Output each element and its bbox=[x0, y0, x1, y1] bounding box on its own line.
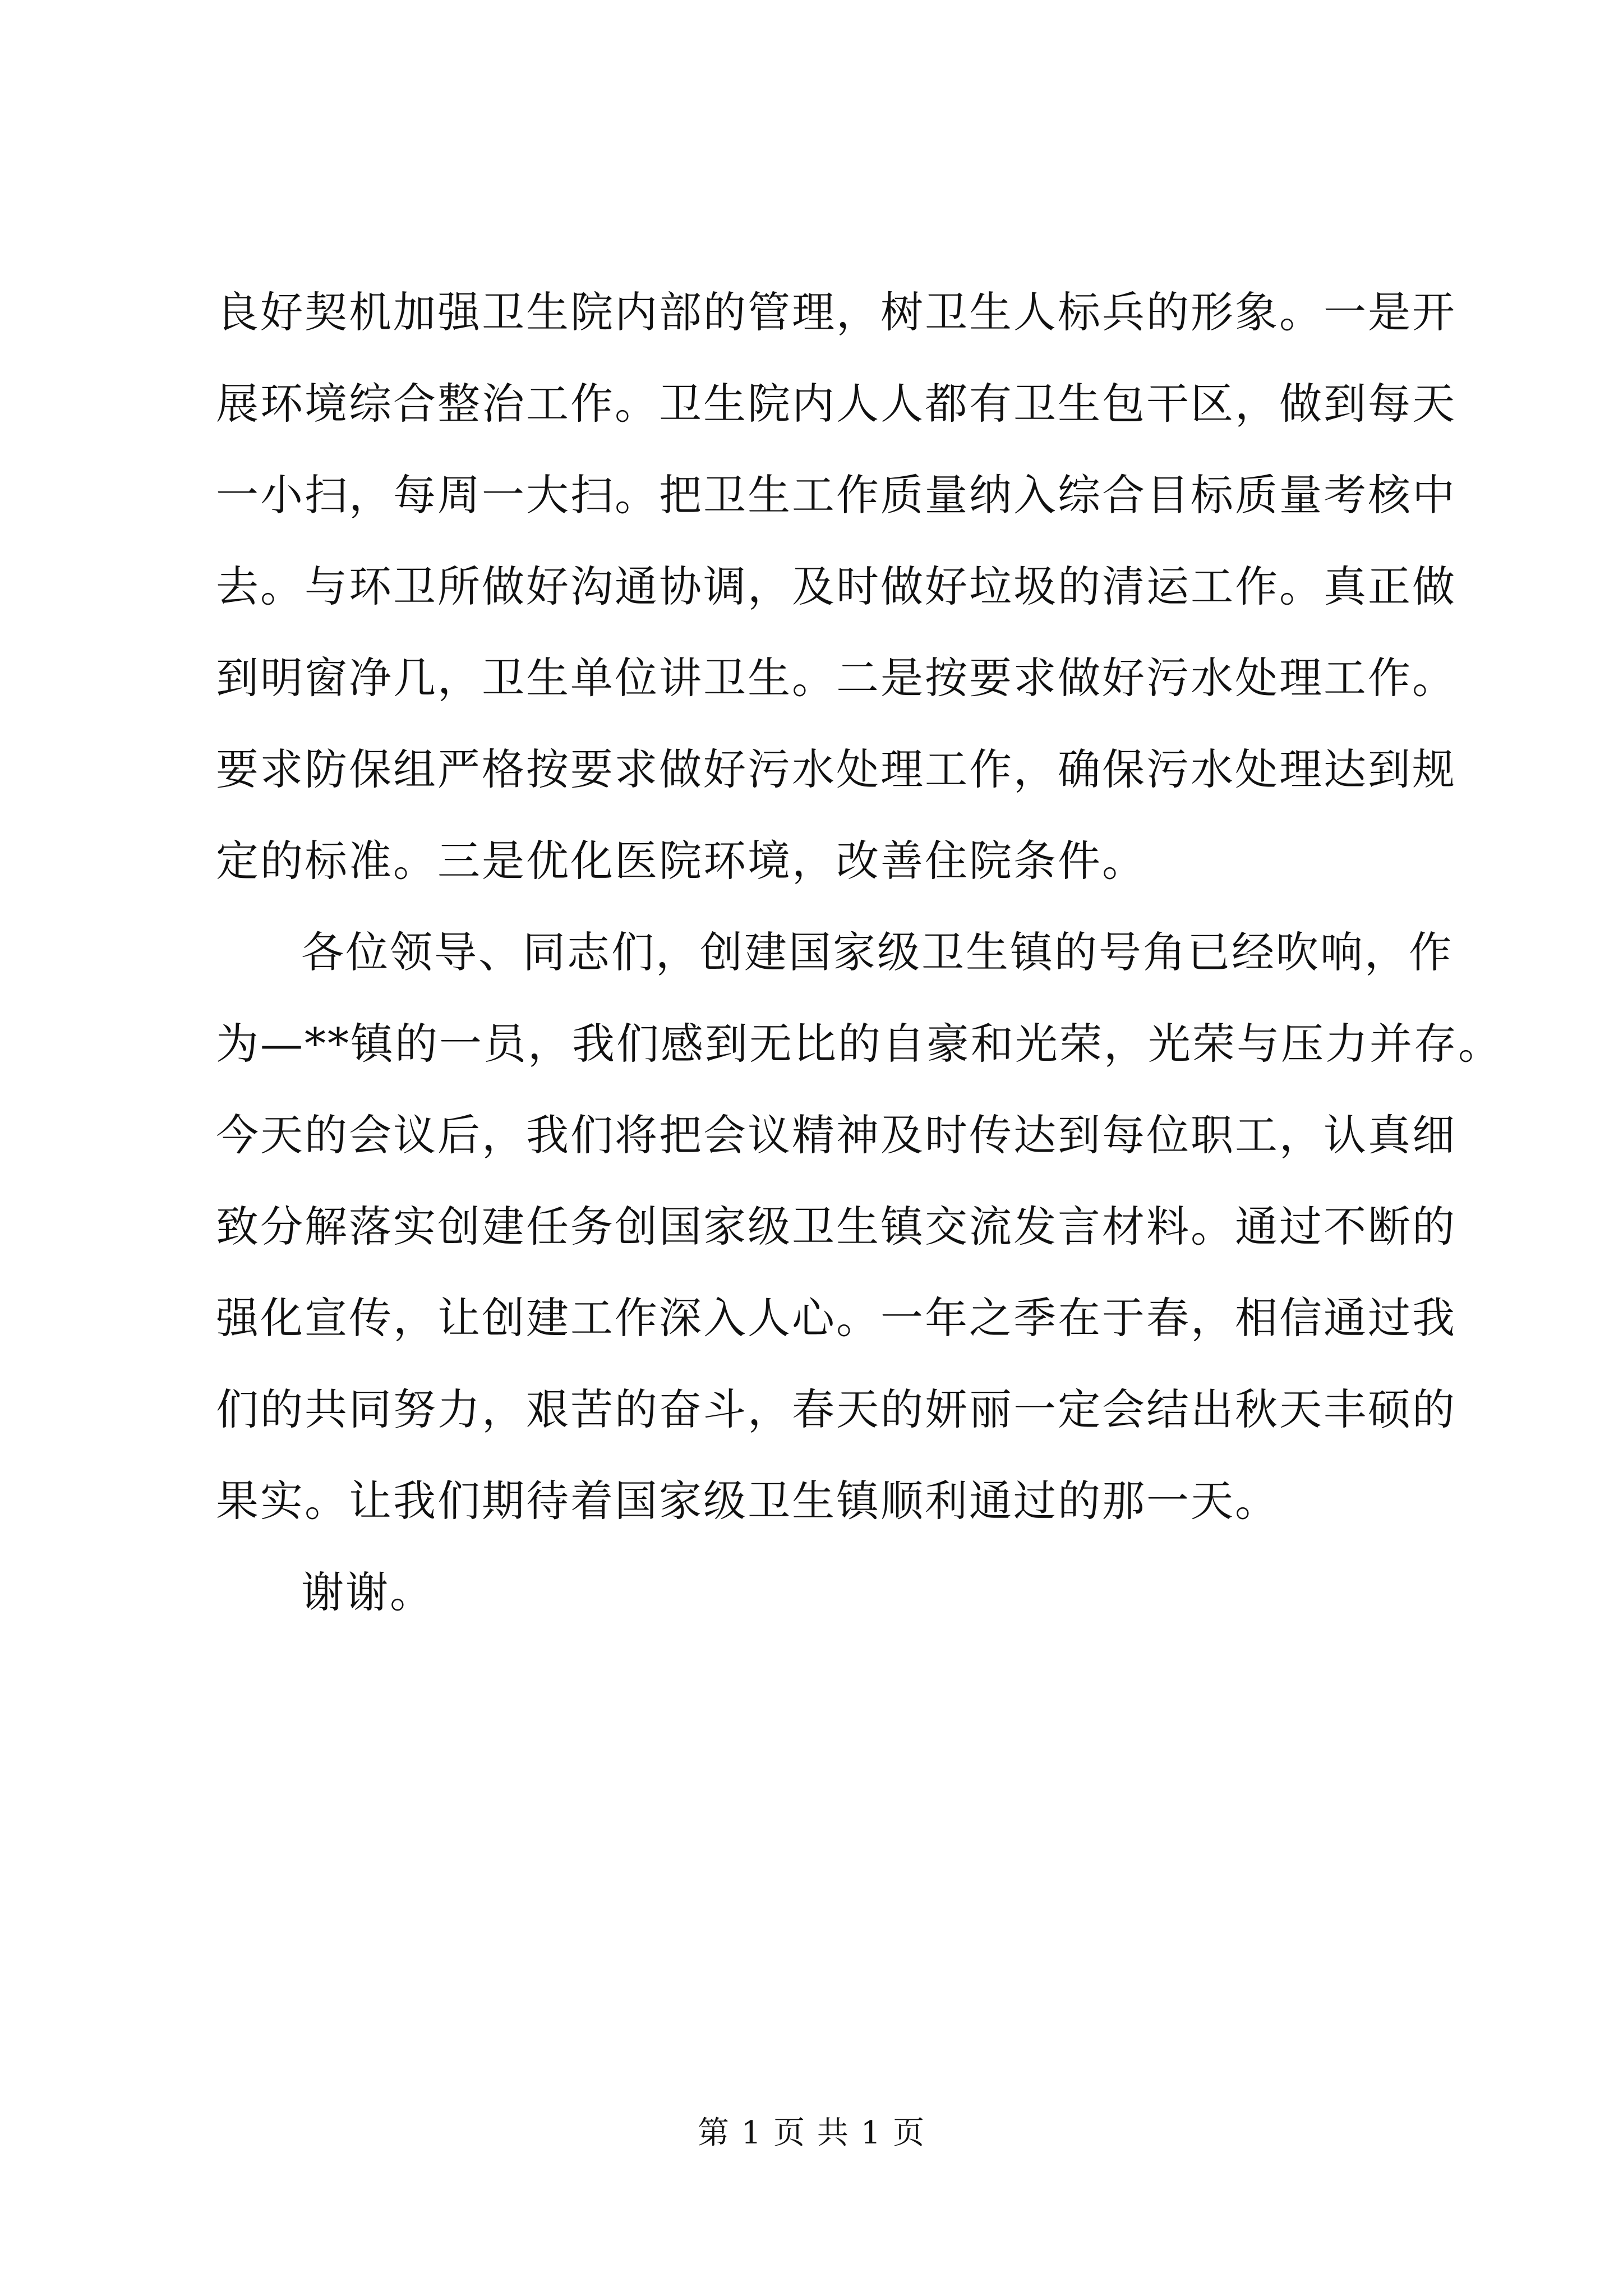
paragraph-line: 展环境综合整治工作。卫生院内人人都有卫生包干区，做到每天 bbox=[216, 379, 1456, 429]
paragraph-line: 良好契机加强卫生院内部的管理，树卫生人标兵的形象。一是开 bbox=[216, 287, 1456, 337]
paragraph-line: 致分解落实创建任务创国家级卫生镇交流发言材料。通过不断的 bbox=[216, 1202, 1456, 1251]
paragraph-3 bbox=[216, 1547, 1433, 1638]
paragraph-line: 各位领导、同志们，创建国家级卫生镇的号角已经吹响，作 bbox=[301, 927, 1453, 977]
paragraph-2 bbox=[216, 907, 1502, 1547]
paragraph-line: 一小扫，每周一大扫。把卫生工作质量纳入综合目标质量考核中 bbox=[216, 470, 1456, 520]
closing-line: 谢谢。 bbox=[301, 1567, 434, 1617]
paragraph-line: 到明窗净几，卫生单位讲卫生。二是按要求做好污水处理工作。 bbox=[216, 653, 1456, 703]
paragraph-line: 们的共同努力，艰苦的奋斗，春天的妍丽一定会结出秋天丰硕的 bbox=[216, 1384, 1456, 1434]
paragraph-line: 定的标准。三是优化医院环境，改善住院条件。 bbox=[216, 836, 1146, 886]
paragraph-line: 今天的会议后，我们将把会议精神及时传达到每位职工，认真细 bbox=[216, 1110, 1456, 1160]
paragraph-line: 要求防保组严格按要求做好污水处理工作，确保污水处理达到规 bbox=[216, 744, 1456, 794]
paragraph-line: 强化宣传，让创建工作深入人心。一年之季在于春，相信通过我 bbox=[216, 1293, 1456, 1343]
document-body bbox=[216, 266, 1502, 1638]
page-footer: 第 1 页 共 1 页 bbox=[697, 2115, 926, 2151]
paragraph-line: 去。与环卫所做好沟通协调，及时做好垃圾的清运工作。真正做 bbox=[216, 562, 1456, 611]
paragraph-line: 果实。让我们期待着国家级卫生镇顺利通过的那一天。 bbox=[216, 1476, 1279, 1526]
paragraph-line: 为—**镇的一员，我们感到无比的自豪和光荣，光荣与压力并存。 bbox=[216, 1019, 1502, 1069]
paragraph-1 bbox=[216, 266, 1456, 907]
